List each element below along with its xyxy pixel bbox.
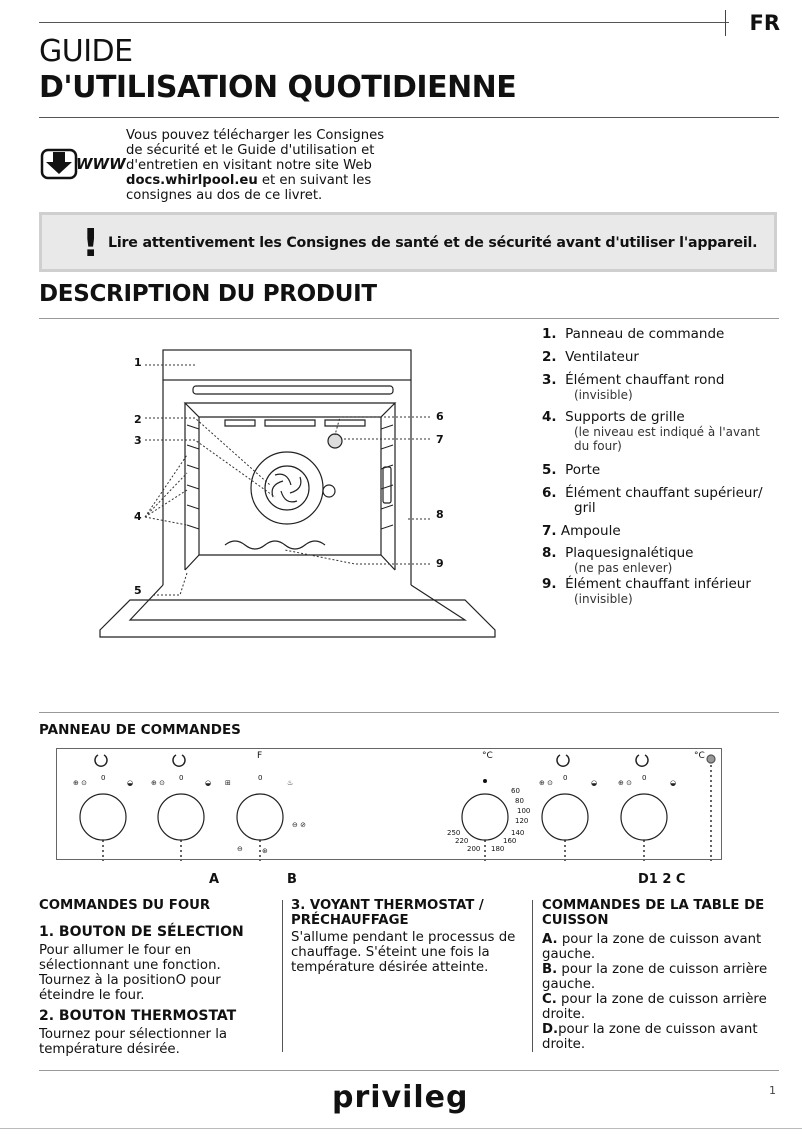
panel-symbol-f: F: [257, 751, 263, 761]
svg-text:⊕ ⊙: ⊕ ⊙: [73, 779, 87, 787]
www-label: WWW: [76, 155, 126, 173]
svg-text:◒: ◒: [127, 779, 134, 787]
callout-2: 2: [134, 413, 142, 426]
knob-zero-5: 0: [642, 774, 647, 782]
svg-text:◒: ◒: [205, 779, 212, 787]
temp-tick-label: 200: [467, 845, 481, 853]
callout-3: 3: [134, 434, 142, 447]
temp-tick-label: 250: [447, 829, 461, 837]
list-item: 4. Supports de grille (le niveau est indiqué à l'avant du four): [542, 409, 760, 453]
knob-zero-1: 0: [101, 774, 106, 782]
selector-knob-heading: 1. BOUTON DE SÉLECTION: [39, 924, 244, 940]
guide-subtitle: D'UTILISATION QUOTIDIENNE: [39, 70, 517, 105]
page-number: 1: [769, 1084, 776, 1097]
temp-tick-label: 180: [491, 845, 505, 853]
exclamation-icon: !: [82, 221, 100, 265]
download-notice: Vous pouvez télécharger les Consignes de sécurité et le Guide d'utilisation et d'entretien en visitant notre site Web docs.whirlpool.eu et en suivant les consignes au dos de ce livret.: [126, 128, 385, 203]
list-item: 1. Panneau de commande: [542, 326, 725, 342]
hob-controls-column: [542, 898, 778, 1052]
product-description-heading: DESCRIPTION DU PRODUIT: [39, 281, 377, 307]
knob-zero-4: 0: [563, 774, 568, 782]
oven-controls-title: COMMANDES DU FOUR: [39, 898, 211, 913]
callout-6: 6: [436, 410, 444, 423]
list-item: B. pour la zone de cuisson arrière gauche.: [542, 962, 768, 992]
temp-tick-label: 140: [511, 829, 525, 837]
safety-warning-box: [39, 212, 777, 272]
list-item: D.pour la zone de cuisson avant droite.: [542, 1022, 758, 1052]
oven-controls-column: [39, 898, 271, 1057]
callout-1: 1: [134, 356, 142, 369]
control-panel-drawing: [56, 748, 722, 860]
list-item: 7. Ampoule: [542, 523, 621, 539]
callout-9: 9: [436, 557, 444, 570]
brand-logo: privileg: [332, 1080, 469, 1115]
temp-tick-label: 160: [503, 837, 517, 845]
callout-8: 8: [436, 508, 444, 521]
list-item: 8. Plaquesignalétique (ne pas enlever): [542, 545, 694, 575]
svg-text:⊖ ⊘: ⊖ ⊘: [292, 821, 306, 829]
control-panel-heading: PANNEAU DE COMMANDES: [39, 722, 241, 738]
list-item: A. pour la zone de cuisson avant gauche.: [542, 932, 762, 962]
svg-text:⊕ ⊙: ⊕ ⊙: [539, 779, 553, 787]
temp-tick-label: 220: [455, 837, 469, 845]
temp-tick-label: 80: [515, 797, 524, 805]
list-item: 5. Porte: [542, 462, 601, 478]
svg-text:⊖: ⊖: [237, 845, 243, 853]
svg-text:⊛: ⊛: [262, 847, 268, 855]
oven-illustration: [95, 345, 535, 645]
temp-tick-label: 100: [517, 807, 531, 815]
panel-symbol-c1: °C: [482, 751, 493, 761]
callout-5: 5: [134, 584, 142, 597]
callout-7: 7: [436, 433, 444, 446]
svg-text:⊕ ⊙: ⊕ ⊙: [151, 779, 165, 787]
knob-zero-2: 0: [179, 774, 184, 782]
callout-4: 4: [134, 510, 142, 523]
temp-tick-label: 60: [511, 787, 520, 795]
download-icon: [40, 146, 124, 182]
svg-text:⊕ ⊙: ⊕ ⊙: [618, 779, 632, 787]
thermostat-knob-text: Tournez pour sélectionner la température désirée.: [39, 1027, 228, 1057]
docs-link[interactable]: docs.whirlpool.eu: [126, 173, 258, 188]
knob-zero-3: 0: [258, 774, 263, 782]
svg-text:◒: ◒: [670, 779, 677, 787]
label-a: A: [209, 872, 220, 887]
thermostat-light-column: [291, 898, 519, 975]
temp-tick-label: 120: [515, 817, 529, 825]
label-b: B: [287, 872, 297, 887]
list-item: 2. Ventilateur: [542, 349, 639, 365]
guide-title: GUIDE: [39, 34, 133, 69]
svg-text:⊞: ⊞: [225, 779, 231, 787]
list-item: 3. Élément chauffant rond (invisible): [542, 372, 725, 402]
thermostat-knob-heading: 2. BOUTON THERMOSTAT: [39, 1008, 237, 1024]
selector-knob-text: Pour allumer le four en sélectionnant une fonction. Tournez à la positionO pour éteindre le four.: [39, 943, 221, 1003]
list-item: C. pour la zone de cuisson arrière droite.: [542, 992, 767, 1022]
thermostat-light-text: S'allume pendant le processus de chauffage. S'éteint une fois la température désirée atteinte.: [291, 930, 516, 975]
svg-text:♨: ♨: [287, 779, 294, 787]
list-item: 6. Élément chauffant supérieur/ gril: [542, 485, 763, 516]
thermostat-light-title: 3. VOYANT THERMOSTAT / PRÉCHAUFFAGE: [291, 898, 484, 928]
language-code: FR: [749, 11, 780, 35]
label-d12c: D1 2 C: [638, 872, 686, 887]
panel-symbol-c2: °C: [694, 751, 705, 761]
hob-controls-title: COMMANDES DE LA TABLE DE CUISSON: [542, 898, 765, 928]
svg-text:◒: ◒: [591, 779, 598, 787]
safety-warning-text: Lire attentivement les Consignes de santé et de sécurité avant d'utiliser l'appareil.: [108, 235, 758, 251]
list-item: 9. Élément chauffant inférieur (invisible): [542, 576, 751, 606]
